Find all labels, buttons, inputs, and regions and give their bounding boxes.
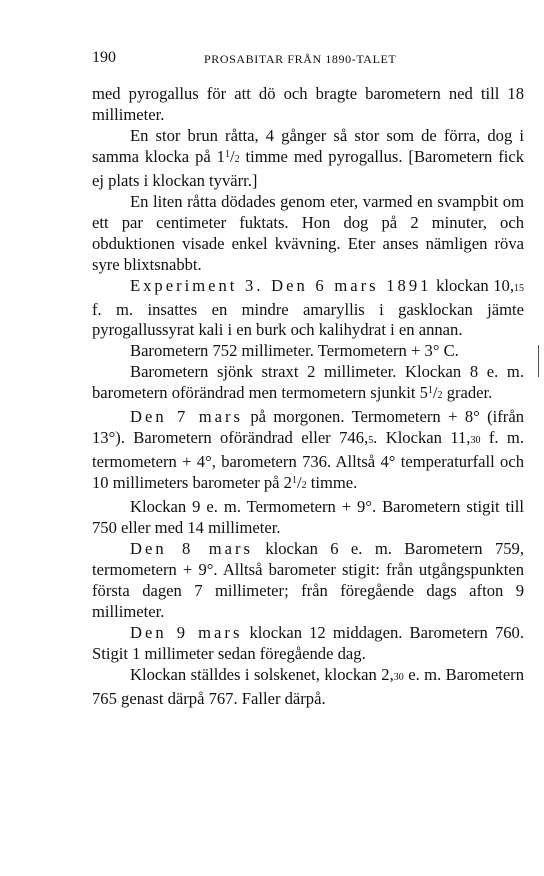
paragraph-2: En stor brun råtta, 4 gånger så stor som de förra, dog i samma klocka på $1^1/2$ timme med pyrogallus. [Barometern fick ej plats i klockan tyvärr.]: [92, 125, 524, 190]
fraction-denominator: 2: [301, 480, 307, 492]
paragraph-5: [92, 341, 524, 362]
paragraph-3-text: En liten råtta dödades genom eter, varmed en svampbit om ett par centimeter fuktats. Hon dog på 2 minuter, och obduktionen visade enkel kvävning. Eter anses nämligen röva syre blixtsnabbt.: [92, 191, 524, 274]
paragraph-11-text-a: Klockan ställdes i solskenet, klockan 2,: [130, 664, 394, 684]
paragraph-9-text-a: klockan 6 e. m. Barometern 759, termometern + 9: [92, 539, 525, 579]
degree-sign: °: [473, 407, 480, 427]
paragraph-7-text-d: . Klockan 11,: [373, 428, 471, 448]
paragraph-1: [92, 84, 524, 126]
paragraph-6-text-b: grader.: [442, 383, 493, 403]
paragraph-7-text-a: på morgonen. Termometern + 8: [242, 407, 474, 427]
decimal-subscript: 5: [368, 435, 374, 447]
fraction-numerator: 1: [224, 148, 230, 160]
paragraph-4: [92, 276, 524, 342]
paragraph-8-text-a: Klockan 9 e. m. Termometern + 9: [130, 497, 366, 517]
degree-sign: °: [206, 559, 214, 579]
time-subscript: 30: [393, 671, 404, 683]
paragraph-3: [92, 192, 524, 276]
paragraph-2-text-b: timme med pyrogallus. [Barometern fick ej plats i klockan tyvärr.]: [92, 146, 524, 190]
paragraph-8-text-b: . Barometern stigit till 750 eller med 14 millimeter.: [92, 497, 524, 538]
running-head: PROSABITAR FRÅN 1890-TALET: [204, 52, 397, 66]
paragraph-7-text-g: temperaturfall och 10 millimeters barometer på 2: [92, 452, 524, 493]
page-header: [92, 46, 524, 70]
paragraph-5-text-b: C.: [439, 341, 459, 361]
paragraph-8: [92, 497, 524, 539]
fraction-numerator: 1: [427, 385, 433, 397]
paragraph-11-text-b: e. m. Barometern 765 genast därpå 767. Faller därpå.: [92, 664, 525, 708]
paragraph-6: Barometern sjönk straxt 2 millimeter. Klockan 8 e. m. barometern oförändrad men termometern sjunkit $5^1/2$ grader.: [92, 362, 524, 403]
date-heading: Den 8 mars: [130, 539, 253, 559]
degree-sign: °: [365, 497, 372, 517]
degree-sign: °: [108, 428, 116, 448]
paragraph-5-text-a: Barometern 752 millimeter. Termometern + 3: [130, 341, 433, 361]
degree-sign: °: [205, 452, 212, 472]
paragraph-1-text: med pyrogallus för att dö och bragte barometern ned till 18 millimeter.: [92, 84, 524, 124]
paragraph-7-text-f: , barometern 736. Alltså 4: [211, 452, 389, 472]
paragraph-10: [92, 623, 524, 665]
paragraph-7: Den 7 mars på morgonen. Termometern + 8° (ifrån 13°). Barometern oförändrad eller 746,5. Klockan 11,30 f. m. termometern + 4°, barometern 736. Alltså 4° temperaturfall och 10 millimeters barometer på $2^1/2$ timme.: [92, 407, 524, 493]
fraction-denominator: 2: [437, 390, 443, 402]
paragraph-6-text-a: Barometern sjönk straxt 2 millimeter. Klockan 8 e. m. barometern oförändrad men termometern sjunkit 5: [92, 362, 524, 403]
paragraph-2-text-a: En stor brun råtta, 4 gånger så stor som de förra, dog i samma klocka på 1: [92, 125, 524, 166]
margin-line: [538, 345, 539, 377]
paragraph-7-text-e: f. m. termometern + 4: [92, 428, 524, 472]
time-subscript: 30: [470, 435, 481, 447]
fraction-numerator: 1: [291, 475, 297, 487]
degree-sign: °: [388, 452, 396, 472]
paragraph-10-text: klockan 12 middagen. Barometern 760. Stigit 1 millimeter sedan föregående dag.: [92, 622, 524, 663]
page-number: 190: [92, 49, 116, 66]
date-heading: Den 7 mars: [130, 407, 243, 427]
time-subscript: 15: [514, 282, 525, 294]
paragraph-7-text-h: timme.: [306, 473, 358, 493]
paragraph-7-text-c: ). Barometern oförändrad eller 746,: [115, 428, 369, 448]
paragraph-11: [92, 665, 524, 710]
fraction-denominator: 2: [234, 153, 240, 165]
body-text: [92, 84, 524, 710]
paragraph-4-text-b: f. m. insattes en mindre amaryllis i gasklockan jämte pyrogallussyrat kali i en burk och kalihydrat i en annan.: [92, 299, 524, 340]
degree-sign: °: [432, 341, 440, 361]
paragraph-9: [92, 539, 524, 623]
paragraph-4-text-a: klockan 10,: [431, 275, 515, 295]
date-heading: Den 9 mars: [130, 622, 243, 642]
paragraph-7-text-b: (ifrån 13: [92, 407, 524, 448]
experiment-heading: Experiment 3. Den 6 mars 1891: [130, 275, 432, 295]
paragraph-9-text-b: . Alltså barometer stigit: från utgångspunkten första dagen 7 millimeter; från föregående dags afton 9 millimeter.: [92, 559, 524, 621]
